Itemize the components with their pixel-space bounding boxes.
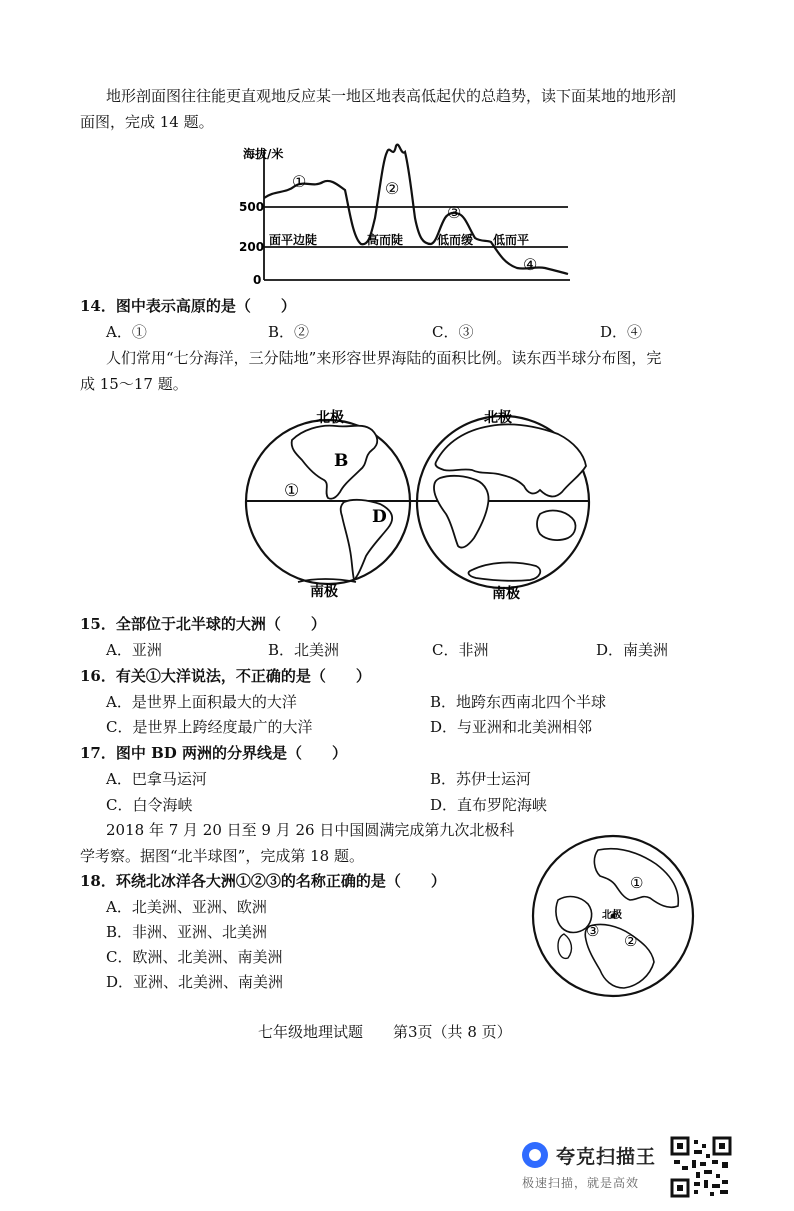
australia-shape (537, 511, 575, 541)
q16-option-b: B．地跨东西南北四个半球 (430, 693, 607, 711)
region-label-1: 面平边陡 (269, 233, 318, 247)
q16-option-d: D．与亚洲和北美洲相邻 (430, 718, 593, 736)
q17-option-b: B．苏伊士运河 (430, 770, 532, 788)
hemisphere-map (240, 400, 600, 605)
q14-option-d: D．④ (600, 323, 643, 341)
region-label-4: 低而平 (493, 233, 530, 247)
q17-option-c: C．白令海峡 (106, 796, 193, 814)
intro-15-line2: 成 15～17 题。 (80, 375, 188, 393)
intro-15-line1: 人们常用“七分海洋，三分陆地”来形容世界海陆的面积比例。读东西半球分布图，完 (106, 349, 662, 367)
q15-option-b: B．北美洲 (268, 641, 340, 659)
q15-option-d: D．南美洲 (596, 641, 669, 659)
polar-marker-2: ② (624, 932, 638, 950)
q14-stem: 14．图中表示高原的是（ ） (80, 297, 296, 315)
q18-option-b: B．非洲、亚洲、北美洲 (106, 923, 268, 941)
northern-hemisphere-map (528, 830, 698, 1002)
q16-option-c: C．是世界上跨经度最广的大洋 (106, 718, 313, 736)
scanner-logo-icon (522, 1142, 548, 1168)
qr-code-icon (670, 1136, 732, 1198)
y-axis-label: 海拔/米 (243, 147, 284, 161)
q16-option-a: A．是世界上面积最大的大洋 (106, 693, 297, 711)
tick-200: 200 (239, 240, 265, 254)
intro-18-line1: 2018 年 7 月 20 日至 9 月 26 日中国圆满完成第九次北极科 (106, 821, 515, 839)
ocean-marker-1: ① (284, 481, 300, 501)
scanner-slogan: 极速扫描，就是高效 (522, 1176, 640, 1190)
intro-14-line2: 面图，完成 14 题。 (80, 113, 214, 131)
q14-option-c: C．③ (432, 323, 474, 341)
polar-marker-3: ③ (586, 922, 600, 940)
page-footer: 七年级地理试题 第3页（共 8 页） (258, 1023, 512, 1041)
continent-label-d: D (372, 507, 387, 527)
tick-500: 500 (239, 200, 265, 214)
q14-option-b: B．② (268, 323, 310, 341)
q15-stem: 15．全部位于北半球的大洲（ ） (80, 615, 326, 633)
north-pole-label-left: 北极 (316, 410, 344, 426)
q18-option-d: D．亚洲、北美洲、南美洲 (106, 973, 284, 991)
intro-18-line2: 学考察。据图“北半球图”，完成第 18 题。 (80, 847, 364, 865)
intro-14-line1: 地形剖面图往往能更直观地反应某一地区地表高低起伏的总趋势，读下面某地的地形剖 (106, 87, 677, 105)
polar-center-label: 北极 (602, 910, 622, 921)
q18-stem: 18．环绕北冰洋各大洲①②③的名称正确的是（ ） (80, 872, 446, 890)
q17-stem: 17．图中 BD 两洲的分界线是（ ） (80, 744, 348, 762)
continent-label-b: B (334, 451, 349, 471)
marker-3: ③ (447, 203, 462, 222)
marker-4: ④ (523, 255, 538, 274)
q17-option-a: A．巴拿马运河 (106, 770, 207, 788)
marker-2: ② (385, 179, 400, 198)
region-label-2: 高而陡 (367, 233, 404, 247)
q15-option-c: C．非洲 (432, 641, 489, 659)
q18-option-a: A．北美洲、亚洲、欧洲 (106, 898, 267, 916)
north-pole-label-right: 北极 (484, 410, 512, 426)
q16-stem: 16．有关①大洋说法，不正确的是（ ） (80, 667, 371, 685)
south-pole-label-right: 南极 (492, 586, 520, 602)
scanner-brand-name: 夸克扫描王 (556, 1146, 657, 1168)
region-label-3: 低而缓 (437, 233, 474, 247)
marker-1: ① (292, 172, 307, 191)
tick-0: 0 (253, 273, 262, 287)
terrain-profile-chart (235, 138, 580, 288)
polar-marker-1: ① (630, 874, 644, 892)
q17-option-d: D．直布罗陀海峡 (430, 796, 548, 814)
scanner-watermark (520, 1138, 670, 1198)
q14-option-a: A．① (106, 323, 147, 341)
q15-option-a: A．亚洲 (106, 641, 162, 659)
q18-option-c: C．欧洲、北美洲、南美洲 (106, 948, 283, 966)
south-pole-label-left: 南极 (310, 584, 338, 600)
